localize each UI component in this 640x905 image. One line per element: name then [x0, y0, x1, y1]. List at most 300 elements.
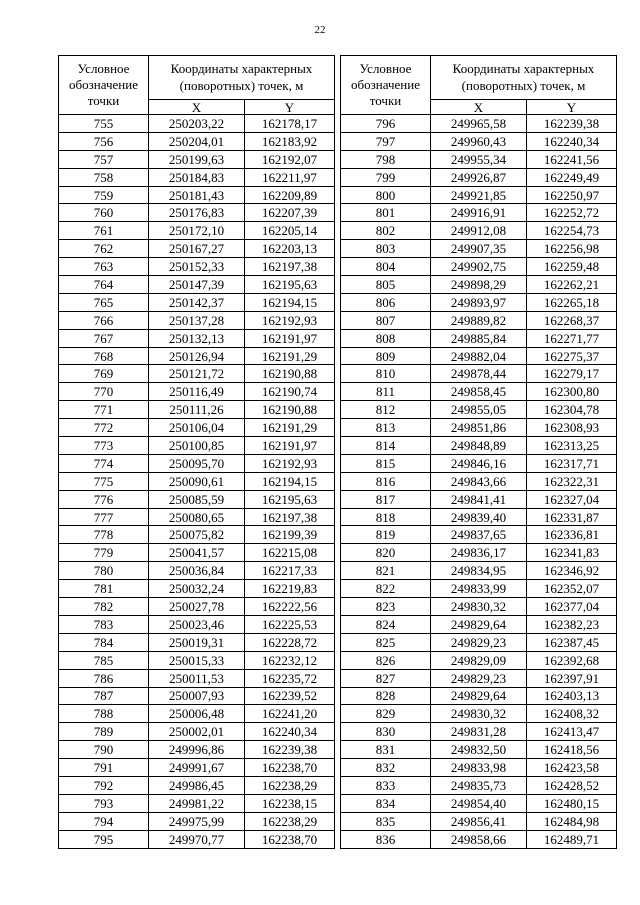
y-coordinate-cell: 162275,37 [527, 347, 617, 365]
point-id-cell: 812 [341, 401, 431, 419]
x-coordinate-cell: 250027,78 [149, 598, 245, 616]
point-id-cell: 793 [59, 794, 149, 812]
table-row [59, 794, 335, 812]
x-coordinate-cell: 249965,58 [431, 115, 527, 133]
point-id-cell: 836 [341, 830, 431, 848]
x-coordinate-cell: 249882,04 [431, 347, 527, 365]
x-coordinate-cell: 249991,67 [149, 759, 245, 777]
y-coordinate-cell: 162192,93 [245, 454, 335, 472]
point-id-cell: 761 [59, 222, 149, 240]
x-coordinate-cell: 249955,34 [431, 150, 527, 168]
y-coordinate-cell: 162190,88 [245, 401, 335, 419]
y-coordinate-cell: 162262,21 [527, 276, 617, 294]
y-coordinate-cell: 162238,70 [245, 830, 335, 848]
y-coordinate-cell: 162195,63 [245, 490, 335, 508]
x-coordinate-cell: 250116,49 [149, 383, 245, 401]
y-coordinate-cell: 162265,18 [527, 293, 617, 311]
table-row [59, 687, 335, 705]
table-row [341, 276, 617, 294]
table-row [59, 544, 335, 562]
x-coordinate-cell: 250147,39 [149, 276, 245, 294]
point-id-cell: 803 [341, 240, 431, 258]
x-coordinate-cell: 250007,93 [149, 687, 245, 705]
x-coordinate-cell: 250121,72 [149, 365, 245, 383]
y-coordinate-cell: 162268,37 [527, 311, 617, 329]
x-coordinate-cell: 249830,32 [431, 705, 527, 723]
x-coordinate-cell: 250132,13 [149, 329, 245, 347]
table-row [341, 329, 617, 347]
x-coordinate-cell: 250080,65 [149, 508, 245, 526]
point-id-cell: 796 [341, 115, 431, 133]
y-coordinate-cell: 162300,80 [527, 383, 617, 401]
table-row [59, 293, 335, 311]
table-row [341, 633, 617, 651]
table-row [59, 633, 335, 651]
point-id-cell: 797 [341, 132, 431, 150]
y-coordinate-cell: 162484,98 [527, 812, 617, 830]
point-id-cell: 756 [59, 132, 149, 150]
table-row [341, 293, 617, 311]
x-coordinate-cell: 250137,28 [149, 311, 245, 329]
y-coordinate-cell: 162228,72 [245, 633, 335, 651]
table-row [341, 347, 617, 365]
point-label-header: Условное обозначение точки [59, 56, 149, 115]
table-row [341, 598, 617, 616]
point-label-header: Условное обозначение точки [341, 56, 431, 115]
point-id-cell: 801 [341, 204, 431, 222]
table-row [341, 741, 617, 759]
point-id-cell: 831 [341, 741, 431, 759]
y-coordinate-cell: 162191,29 [245, 347, 335, 365]
table-row [59, 598, 335, 616]
x-coordinate-cell: 249829,09 [431, 651, 527, 669]
x-coordinate-cell: 250075,82 [149, 526, 245, 544]
y-coordinate-cell: 162256,98 [527, 240, 617, 258]
table-row [341, 776, 617, 794]
point-id-cell: 784 [59, 633, 149, 651]
y-coordinate-cell: 162331,87 [527, 508, 617, 526]
y-coordinate-cell: 162313,25 [527, 437, 617, 455]
y-coordinate-cell: 162387,45 [527, 633, 617, 651]
point-id-cell: 814 [341, 437, 431, 455]
x-coordinate-cell: 250100,85 [149, 437, 245, 455]
point-id-cell: 762 [59, 240, 149, 258]
point-id-cell: 764 [59, 276, 149, 294]
table-row [59, 776, 335, 794]
y-coordinate-cell: 162418,56 [527, 741, 617, 759]
table-row [341, 454, 617, 472]
x-coordinate-cell: 250199,63 [149, 150, 245, 168]
y-coordinate-cell: 162254,73 [527, 222, 617, 240]
table-row [341, 186, 617, 204]
x-coordinate-cell: 249970,77 [149, 830, 245, 848]
x-coordinate-cell: 249848,89 [431, 437, 527, 455]
point-id-cell: 772 [59, 419, 149, 437]
y-coordinate-cell: 162259,48 [527, 258, 617, 276]
y-coordinate-cell: 162235,72 [245, 669, 335, 687]
table-row [59, 401, 335, 419]
table-row [59, 759, 335, 777]
table-row [341, 615, 617, 633]
y-column-header: Y [527, 100, 617, 115]
point-id-cell: 785 [59, 651, 149, 669]
x-coordinate-cell: 250006,48 [149, 705, 245, 723]
point-id-cell: 816 [341, 472, 431, 490]
x-coordinate-cell: 250041,57 [149, 544, 245, 562]
point-id-cell: 788 [59, 705, 149, 723]
y-coordinate-cell: 162239,38 [527, 115, 617, 133]
y-coordinate-cell: 162178,17 [245, 115, 335, 133]
y-coordinate-cell: 162489,71 [527, 830, 617, 848]
y-coordinate-cell: 162197,38 [245, 508, 335, 526]
table-row [59, 150, 335, 168]
table-row [341, 437, 617, 455]
point-id-cell: 789 [59, 723, 149, 741]
y-coordinate-cell: 162249,49 [527, 168, 617, 186]
x-coordinate-cell: 249916,91 [431, 204, 527, 222]
table-row [341, 204, 617, 222]
x-coordinate-cell: 249889,82 [431, 311, 527, 329]
point-id-cell: 763 [59, 258, 149, 276]
point-id-cell: 766 [59, 311, 149, 329]
table-row [341, 132, 617, 150]
table-row [59, 222, 335, 240]
table-row [341, 365, 617, 383]
point-id-cell: 821 [341, 562, 431, 580]
point-id-cell: 802 [341, 222, 431, 240]
y-coordinate-cell: 162192,07 [245, 150, 335, 168]
point-id-cell: 787 [59, 687, 149, 705]
x-coordinate-cell: 250167,27 [149, 240, 245, 258]
table-row [59, 365, 335, 383]
point-id-cell: 817 [341, 490, 431, 508]
x-coordinate-cell: 250019,31 [149, 633, 245, 651]
coordinates-table-right [340, 55, 617, 849]
x-coordinate-cell: 249960,43 [431, 132, 527, 150]
y-coordinate-cell: 162191,97 [245, 437, 335, 455]
x-coordinate-cell: 249829,64 [431, 615, 527, 633]
point-id-cell: 830 [341, 723, 431, 741]
point-id-cell: 782 [59, 598, 149, 616]
table-row [59, 437, 335, 455]
y-coordinate-cell: 162271,77 [527, 329, 617, 347]
point-id-cell: 825 [341, 633, 431, 651]
x-coordinate-cell: 250203,22 [149, 115, 245, 133]
point-id-cell: 779 [59, 544, 149, 562]
point-id-cell: 765 [59, 293, 149, 311]
x-coordinate-cell: 250142,37 [149, 293, 245, 311]
table-row [59, 311, 335, 329]
point-id-cell: 827 [341, 669, 431, 687]
y-coordinate-cell: 162322,31 [527, 472, 617, 490]
table-row [341, 812, 617, 830]
table-row [341, 311, 617, 329]
y-coordinate-cell: 162327,04 [527, 490, 617, 508]
table-row [59, 830, 335, 848]
table-row [59, 276, 335, 294]
x-coordinate-cell: 249975,99 [149, 812, 245, 830]
table-row [341, 490, 617, 508]
point-id-cell: 824 [341, 615, 431, 633]
table-row [59, 741, 335, 759]
table-row [59, 454, 335, 472]
x-coordinate-cell: 250126,94 [149, 347, 245, 365]
x-coordinate-cell: 249878,44 [431, 365, 527, 383]
table-row [341, 222, 617, 240]
point-id-cell: 833 [341, 776, 431, 794]
point-id-cell: 771 [59, 401, 149, 419]
y-coordinate-cell: 162215,08 [245, 544, 335, 562]
y-coordinate-cell: 162197,38 [245, 258, 335, 276]
point-id-cell: 791 [59, 759, 149, 777]
coordinates-table-left [58, 55, 335, 849]
y-coordinate-cell: 162217,33 [245, 562, 335, 580]
x-column-header: X [431, 100, 527, 115]
table-row [341, 651, 617, 669]
table-row [59, 472, 335, 490]
table-row [59, 168, 335, 186]
y-coordinate-cell: 162241,56 [527, 150, 617, 168]
table-row [341, 687, 617, 705]
y-coordinate-cell: 162239,38 [245, 741, 335, 759]
y-coordinate-cell: 162413,47 [527, 723, 617, 741]
x-coordinate-cell: 249996,86 [149, 741, 245, 759]
coordinates-header: Координаты характерных (поворотных) точек, м [431, 56, 617, 100]
y-coordinate-cell: 162352,07 [527, 580, 617, 598]
point-id-cell: 777 [59, 508, 149, 526]
x-coordinate-cell: 249921,85 [431, 186, 527, 204]
point-id-cell: 832 [341, 759, 431, 777]
x-coordinate-cell: 249858,45 [431, 383, 527, 401]
point-id-cell: 809 [341, 347, 431, 365]
point-id-cell: 781 [59, 580, 149, 598]
point-id-cell: 808 [341, 329, 431, 347]
y-coordinate-cell: 162225,53 [245, 615, 335, 633]
point-id-cell: 820 [341, 544, 431, 562]
x-coordinate-cell: 249854,40 [431, 794, 527, 812]
y-coordinate-cell: 162238,29 [245, 776, 335, 794]
x-coordinate-cell: 249833,98 [431, 759, 527, 777]
y-coordinate-cell: 162240,34 [527, 132, 617, 150]
table-row [341, 794, 617, 812]
x-coordinate-cell: 249885,84 [431, 329, 527, 347]
point-id-cell: 770 [59, 383, 149, 401]
point-id-cell: 786 [59, 669, 149, 687]
x-coordinate-cell: 249851,86 [431, 419, 527, 437]
point-id-cell: 810 [341, 365, 431, 383]
y-coordinate-cell: 162222,56 [245, 598, 335, 616]
point-id-cell: 822 [341, 580, 431, 598]
x-coordinate-cell: 249836,17 [431, 544, 527, 562]
point-id-cell: 792 [59, 776, 149, 794]
x-coordinate-cell: 249902,75 [431, 258, 527, 276]
point-id-cell: 767 [59, 329, 149, 347]
x-coordinate-cell: 250023,46 [149, 615, 245, 633]
y-column-header: Y [245, 100, 335, 115]
y-coordinate-cell: 162239,52 [245, 687, 335, 705]
y-coordinate-cell: 162238,29 [245, 812, 335, 830]
y-coordinate-cell: 162238,70 [245, 759, 335, 777]
y-coordinate-cell: 162190,88 [245, 365, 335, 383]
table-row [341, 472, 617, 490]
point-id-cell: 757 [59, 150, 149, 168]
x-coordinate-cell: 249986,45 [149, 776, 245, 794]
x-coordinate-cell: 249829,64 [431, 687, 527, 705]
x-column-header: X [149, 100, 245, 115]
x-coordinate-cell: 249831,28 [431, 723, 527, 741]
point-id-cell: 804 [341, 258, 431, 276]
table-row [59, 669, 335, 687]
point-id-cell: 775 [59, 472, 149, 490]
table-row [59, 329, 335, 347]
table-row [341, 150, 617, 168]
point-id-cell: 790 [59, 741, 149, 759]
point-id-cell: 811 [341, 383, 431, 401]
table-row [341, 383, 617, 401]
table-row [59, 204, 335, 222]
y-coordinate-cell: 162252,72 [527, 204, 617, 222]
point-id-cell: 819 [341, 526, 431, 544]
point-id-cell: 778 [59, 526, 149, 544]
point-id-cell: 773 [59, 437, 149, 455]
y-coordinate-cell: 162240,34 [245, 723, 335, 741]
x-coordinate-cell: 250002,01 [149, 723, 245, 741]
x-coordinate-cell: 250176,83 [149, 204, 245, 222]
x-coordinate-cell: 250015,33 [149, 651, 245, 669]
y-coordinate-cell: 162191,29 [245, 419, 335, 437]
point-id-cell: 759 [59, 186, 149, 204]
point-id-cell: 798 [341, 150, 431, 168]
point-id-cell: 769 [59, 365, 149, 383]
x-coordinate-cell: 249832,50 [431, 741, 527, 759]
table-row [59, 562, 335, 580]
table-row [341, 830, 617, 848]
table-row [59, 490, 335, 508]
table-row [59, 615, 335, 633]
point-id-cell: 807 [341, 311, 431, 329]
y-coordinate-cell: 162205,14 [245, 222, 335, 240]
x-coordinate-cell: 249898,29 [431, 276, 527, 294]
y-coordinate-cell: 162232,12 [245, 651, 335, 669]
table-row [341, 705, 617, 723]
x-coordinate-cell: 249893,97 [431, 293, 527, 311]
point-id-cell: 794 [59, 812, 149, 830]
y-coordinate-cell: 162397,91 [527, 669, 617, 687]
y-coordinate-cell: 162304,78 [527, 401, 617, 419]
point-id-cell: 780 [59, 562, 149, 580]
point-id-cell: 776 [59, 490, 149, 508]
x-coordinate-cell: 249907,35 [431, 240, 527, 258]
y-coordinate-cell: 162192,93 [245, 311, 335, 329]
x-coordinate-cell: 250106,04 [149, 419, 245, 437]
x-coordinate-cell: 250172,10 [149, 222, 245, 240]
x-coordinate-cell: 249829,23 [431, 633, 527, 651]
point-id-cell: 813 [341, 419, 431, 437]
x-coordinate-cell: 250085,59 [149, 490, 245, 508]
x-coordinate-cell: 249843,66 [431, 472, 527, 490]
point-id-cell: 818 [341, 508, 431, 526]
point-id-cell: 783 [59, 615, 149, 633]
table-row [341, 562, 617, 580]
x-coordinate-cell: 249833,99 [431, 580, 527, 598]
point-id-cell: 826 [341, 651, 431, 669]
y-coordinate-cell: 162219,83 [245, 580, 335, 598]
y-coordinate-cell: 162183,92 [245, 132, 335, 150]
table-row [341, 580, 617, 598]
table-row [59, 419, 335, 437]
x-coordinate-cell: 250011,53 [149, 669, 245, 687]
y-coordinate-cell: 162238,15 [245, 794, 335, 812]
y-coordinate-cell: 162408,32 [527, 705, 617, 723]
y-coordinate-cell: 162480,15 [527, 794, 617, 812]
x-coordinate-cell: 249837,65 [431, 526, 527, 544]
y-coordinate-cell: 162199,39 [245, 526, 335, 544]
table-row [59, 258, 335, 276]
y-coordinate-cell: 162308,93 [527, 419, 617, 437]
x-coordinate-cell: 250032,24 [149, 580, 245, 598]
table-row [341, 723, 617, 741]
x-coordinate-cell: 250090,61 [149, 472, 245, 490]
coordinates-header: Координаты характерных (поворотных) точек, м [149, 56, 335, 100]
table-row [59, 580, 335, 598]
y-coordinate-cell: 162194,15 [245, 293, 335, 311]
y-coordinate-cell: 162250,97 [527, 186, 617, 204]
table-row [59, 723, 335, 741]
table-row [59, 812, 335, 830]
y-coordinate-cell: 162211,97 [245, 168, 335, 186]
table-row [59, 383, 335, 401]
point-id-cell: 774 [59, 454, 149, 472]
page-number: 22 [314, 24, 326, 36]
x-coordinate-cell: 249856,41 [431, 812, 527, 830]
point-id-cell: 829 [341, 705, 431, 723]
table-row [59, 651, 335, 669]
point-id-cell: 815 [341, 454, 431, 472]
point-id-cell: 760 [59, 204, 149, 222]
table-row [341, 526, 617, 544]
table-row [59, 526, 335, 544]
point-id-cell: 768 [59, 347, 149, 365]
x-coordinate-cell: 249855,05 [431, 401, 527, 419]
y-coordinate-cell: 162279,17 [527, 365, 617, 383]
table-row [341, 258, 617, 276]
table-body-right [341, 115, 617, 849]
table-row [59, 115, 335, 133]
point-id-cell: 828 [341, 687, 431, 705]
table-row [341, 401, 617, 419]
x-coordinate-cell: 249981,22 [149, 794, 245, 812]
x-coordinate-cell: 250181,43 [149, 186, 245, 204]
point-id-cell: 806 [341, 293, 431, 311]
point-id-cell: 835 [341, 812, 431, 830]
y-coordinate-cell: 162336,81 [527, 526, 617, 544]
point-id-cell: 795 [59, 830, 149, 848]
y-coordinate-cell: 162392,68 [527, 651, 617, 669]
x-coordinate-cell: 250204,01 [149, 132, 245, 150]
table-row [341, 240, 617, 258]
x-coordinate-cell: 249839,40 [431, 508, 527, 526]
x-coordinate-cell: 250111,26 [149, 401, 245, 419]
x-coordinate-cell: 249834,95 [431, 562, 527, 580]
point-id-cell: 799 [341, 168, 431, 186]
y-coordinate-cell: 162207,39 [245, 204, 335, 222]
y-coordinate-cell: 162194,15 [245, 472, 335, 490]
x-coordinate-cell: 250095,70 [149, 454, 245, 472]
table-row [59, 705, 335, 723]
point-id-cell: 800 [341, 186, 431, 204]
y-coordinate-cell: 162428,52 [527, 776, 617, 794]
table-row [341, 419, 617, 437]
